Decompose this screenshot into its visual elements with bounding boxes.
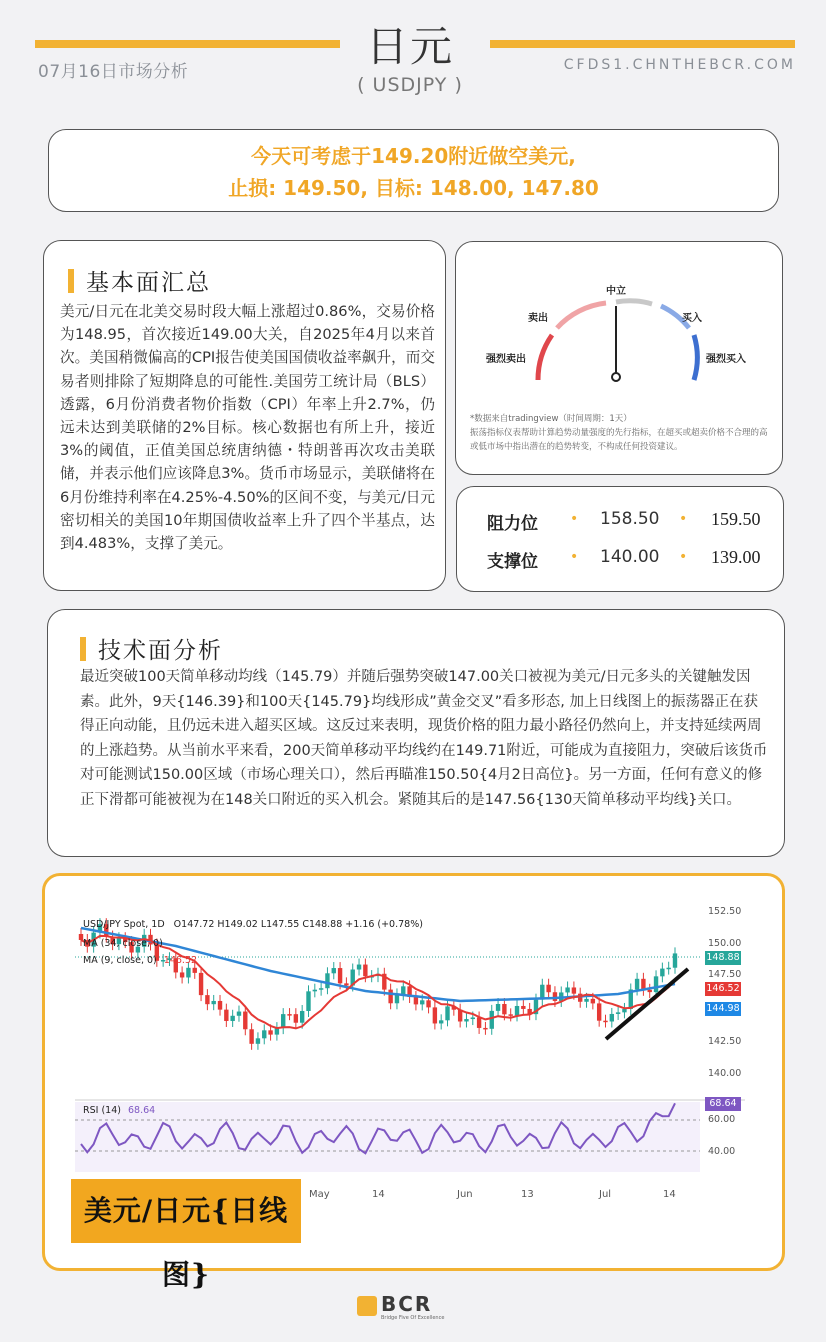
gauge-arc-strong-buy [694,335,697,380]
price-tick: 140.00 [708,1068,742,1079]
support-row [457,547,783,577]
candle-body [180,972,184,977]
fundamentals-card [43,240,446,591]
gauge-arc-neutral [616,301,652,304]
x-axis-label: 14 [663,1189,676,1200]
candle-body [395,994,399,1003]
candle-body [572,987,576,993]
candle-body [388,990,392,1004]
candle-body [218,1001,222,1010]
candle-body [338,968,342,983]
candle-body [212,1001,216,1004]
candle-body [294,1014,298,1023]
ma9-legend-label: MA (9, close, 0) [83,955,157,966]
candle-body [603,1021,607,1023]
gauge-label-strong-buy: 强烈买入 [706,354,746,365]
oscillator-gauge-card [455,241,783,475]
candle-body [262,1030,266,1038]
bcr-logo-tagline: Bridge Five Of Excellence [381,1315,445,1321]
candle-body [237,1012,241,1016]
header-rule-right [490,40,795,48]
bcr-logo-text: BCR [381,1292,433,1316]
support-2: 139.00 [711,547,761,567]
x-axis-label: 14 [372,1189,385,1200]
rsi-legend [83,1105,155,1116]
ma9-legend-value: 146.52 [163,955,198,966]
resistance-1: 158.50 [600,509,660,529]
chart-card [42,873,785,1291]
page-subtitle: ( USDJPY ) [357,74,463,96]
gauge-pivot [612,373,620,381]
fundamentals-heading [68,264,211,297]
chart-caption: 美元/日元{日线图} [71,1179,301,1243]
candle-body [243,1012,247,1030]
resistance-2: 159.50 [711,509,761,529]
bcr-logo-mark-icon [357,1296,377,1316]
technical-title: 技术面分析 [98,638,223,664]
chart-symbol: USD/JPY Spot, 1D [83,919,165,930]
candle-body [306,991,310,1011]
ma34-legend: MA (34, close, 0) [83,938,163,949]
resistance-row [457,509,783,539]
gauge-label-neutral: 中立 [606,286,626,297]
candle-body [414,997,418,1004]
candle-body [515,1006,519,1015]
gauge-arc-sell [557,303,606,328]
candle-body [553,992,557,1001]
candle-body [256,1038,260,1043]
last-price-tag: 148.88 [706,952,740,963]
bullet-icon: • [570,511,579,527]
price-tick: 152.50 [708,906,742,917]
candle-body [464,1019,468,1021]
gauge-label-strong-sell: 强烈卖出 [486,354,526,365]
candle-body [268,1030,272,1034]
candle-body [313,990,317,992]
candle-body [300,1011,304,1023]
heading-accent-bar [80,637,86,661]
x-axis-label: Jul [599,1189,612,1200]
candle-body [483,1028,487,1030]
candle-body [186,968,190,978]
candle-body [281,1014,285,1028]
candle-body [420,1000,424,1004]
ma34-tag: 144.98 [706,1003,740,1014]
levels-card [456,486,784,592]
candle-body [249,1029,253,1044]
gauge-arc-strong-sell [538,335,552,380]
heading-accent-bar [68,269,74,293]
rsi-tag: 68.64 [705,1097,741,1111]
bullet-icon: • [679,549,688,565]
candle-body [648,990,652,992]
candle-body [319,988,323,990]
candle-body [673,953,677,967]
ma9-legend [83,955,197,966]
candle-body [224,1010,228,1021]
ma9-tag: 146.52 [706,983,740,994]
candle-body [357,965,361,970]
recommendation-line-2: 止损: 149.50, 目标: 148.00, 147.80 [228,176,599,200]
header-rule-left [35,40,340,48]
candle-body [477,1017,481,1027]
candle-body [565,987,569,992]
price-tick: 150.00 [708,938,742,949]
resistance-label: 阻力位 [487,514,538,534]
page-title: 日元 [365,22,454,71]
oscillator-gauge [456,242,784,412]
gauge-label-buy: 买入 [682,313,702,324]
candle-body [622,1009,626,1012]
candle-body [199,973,203,995]
candle-body [439,1020,443,1023]
candle-body [502,1004,506,1014]
candle-body [205,995,209,1004]
candle-body [433,1007,437,1023]
candle-body [287,1014,291,1016]
x-axis-label: May [309,1189,330,1200]
gauge-note-disclaimer: 振荡指标仪表帮助计算趋势动量强度的先行指标，在超买或超卖价格不合理的高或低市场中指出潜在的趋势转变，不构成任何投资建议。 [470,428,768,452]
candle-body [660,969,664,977]
candle-body [591,999,595,1004]
candle-body [401,986,405,994]
candle-body [546,985,550,993]
chart-header [83,919,423,930]
price-tick: 147.50 [708,969,742,980]
candle-body [325,973,329,988]
candle-body [635,979,639,990]
x-axis-label: 13 [521,1189,534,1200]
candle-body [654,976,658,992]
bullet-icon: • [679,511,688,527]
fundamentals-text: 美元/日元在北美交易时段大幅上涨超过0.86%，交易价格为148.95，首次接近149.00大关，自2025年4月以来首次。美国稍微偏高的CPI报告使美国国债收益率飙升，而交易者则排除了短期降息的可能性.美国劳工统计局（BLS）透露，6月份消费者物价指数（CPI）年率上升2.7%，仍远未达到美联储的2%目标。核心数据也有所上升，接近3%的阈值，正值美国总统唐纳德・特朗普再次攻击美联储，并表示他们应该降息3%。货币市场显示，美联储将在6月份维持利率在4.25%-4.50%的区间不变，与美元/日元密切相关的美国10年期国债收益率上升了四个半基点，达到4.483%，支撑了美元。 [60,303,435,553]
gauge-label-sell: 卖出 [528,313,548,324]
chart-ohlc: O147.72 H149.02 L147.55 C148.88 +1.16 (+0.78%) [173,919,423,930]
candle-body [426,1000,430,1007]
bullet-icon: • [570,549,579,565]
candle-body [471,1017,475,1019]
technical-text: 最近突破100天简单移动均线（145.79）并随后强势突破147.00关口被视为美元/日元多头的关键触发因素。此外，9天{146.39}和100天{145.79}均线形成”黄金交叉”看多形态, 加上日线图上的振荡器正在获得正向动能，且仍远未进入超买区域。这反过来表明，现货价格的阻力最小路径仍然向上，并支持延续两周的上涨趋势。从当前水平来看，200天简单移动平均线约在149.71附近，可能成为直接阻力，突破后该货币对可能测试150.00区域（市场心理关口），然后再瞄准150.50{4月2日高位}。另一方面，任何有意义的修正下滑都可能被视为在148关口附近的买入机会。紧随其后的是147.56{130天简单移动平均线}关口。 [80,669,768,808]
candle-body [445,1006,449,1020]
recommendation-card [48,129,779,212]
support-1: 140.00 [600,547,660,567]
candle-body [521,1006,525,1009]
rsi-label: RSI (14) [83,1105,121,1116]
candle-body [610,1014,614,1022]
technical-heading [80,632,223,665]
rsi-tick: 40.00 [708,1146,736,1157]
rsi-panel-bg [75,1102,700,1172]
recommendation-line-1: 今天可考虑于149.20附近做空美元, [251,144,576,168]
fundamentals-title: 基本面汇总 [86,270,211,296]
candle-body [584,999,588,1002]
candle-body [616,1012,620,1014]
rsi-value-text: 68.64 [128,1105,156,1116]
gauge-note [470,412,770,454]
candle-body [332,968,336,973]
rsi-tick: 60.00 [708,1114,736,1125]
candle-body [230,1016,234,1021]
technical-card [47,609,785,857]
candle-body [509,1014,513,1016]
candle-body [363,965,367,977]
candle-body [666,968,670,970]
support-label: 支撑位 [487,552,538,572]
x-axis-label: Jun [457,1189,473,1200]
candle-body [597,1003,601,1020]
site-url[interactable]: CFDS1.CHNTHEBCR.COM [563,57,796,73]
candle-body [193,968,197,973]
bcr-logo [357,1292,467,1322]
date-label: 07月16日市场分析 [38,62,189,82]
candle-body [344,983,348,985]
price-tick: 142.50 [708,1036,742,1047]
candle-body [490,1011,494,1029]
candle-body [496,1004,500,1011]
gauge-note-source: *数据来自tradingview（时间周期：1天） [470,414,632,424]
